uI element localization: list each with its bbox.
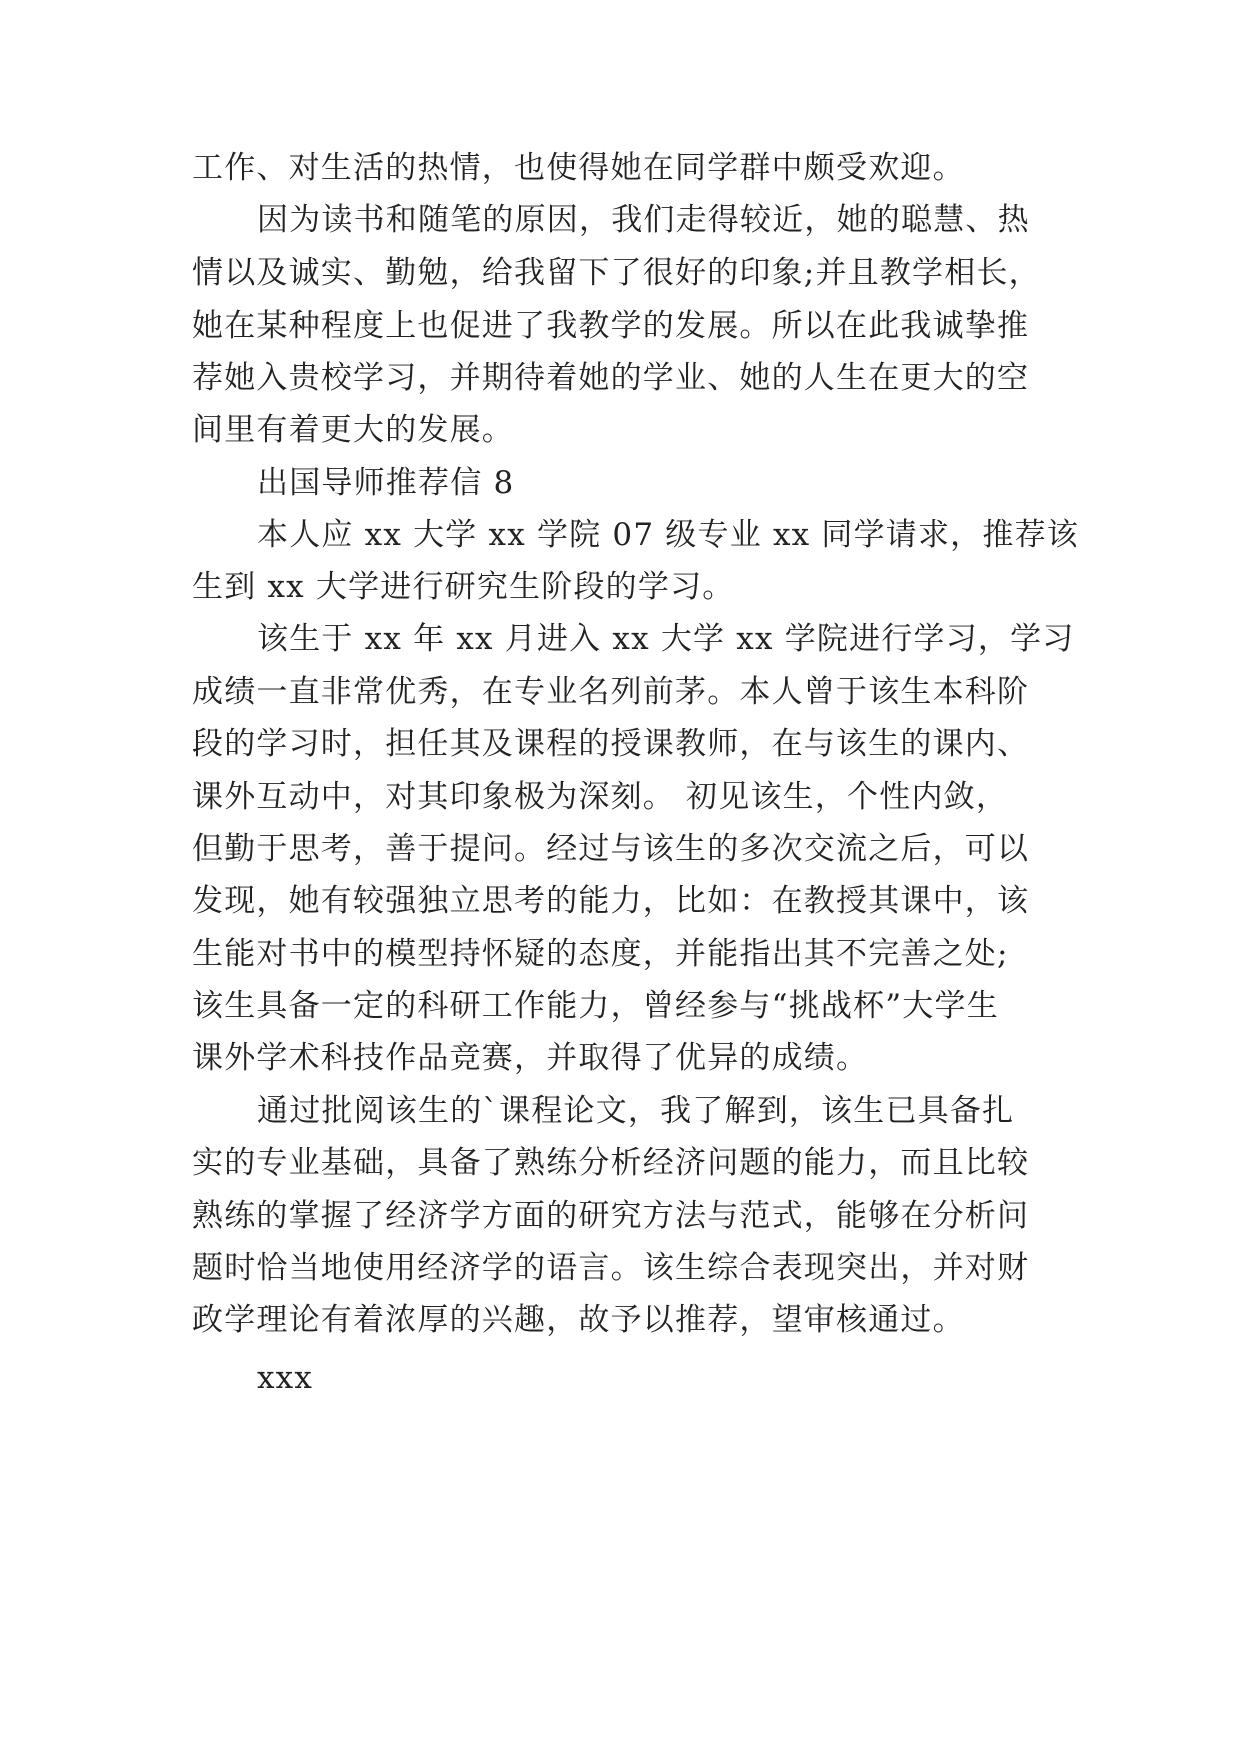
text-line: 情以及诚实、勤勉，给我留下了很好的印象;并且教学相长， [192,255,1041,291]
text-line: 间里有着更大的发展。 [192,412,514,448]
text-line: 本人应 xx 大学 xx 学院 07 级专业 xx 同学请求，推荐该 [257,517,1079,553]
text-line: 因为读书和随笔的原因，我们走得较近，她的聪慧、热 [257,202,1030,238]
text-line: 段的学习时，担任其及课程的授课教师，在与该生的课内、 [192,726,1030,762]
text-line: 生能对书中的模型持怀疑的态度，并能指出其不完善之处; [192,936,1009,972]
text-line: 通过批阅该生的`课程论文，我了解到，该生已具备扎 [257,1093,1015,1129]
text-line: 课外互动中，对其印象极为深刻。 初见该生，个性内敛， [192,779,1009,815]
text-line: 熟练的掌握了经济学方面的研究方法与范式，能够在分析问 [192,1198,1030,1234]
text-line: 该生具备一定的科研工作能力，曾经参与“挑战杯”大学生 [192,988,999,1024]
text-line: 成绩一直非常优秀，在专业名列前茅。本人曾于该生本科阶 [192,674,1030,710]
section-heading: 出国导师推荐信 8 [257,465,515,501]
text-line: 发现，她有较强独立思考的能力，比如：在教授其课中，该 [192,883,1030,919]
text-line: 荐她入贵校学习，并期待着她的学业、她的人生在更大的空 [192,360,1030,396]
text-line: 但勤于思考，善于提问。经过与该生的多次交流之后，可以 [192,831,1030,867]
text-line: 课外学术科技作品竞赛，并取得了优异的成绩。 [192,1040,869,1076]
text-line: 政学理论有着浓厚的兴趣，故予以推荐，望审核通过。 [192,1302,965,1338]
text-line: 她在某种程度上也促进了我教学的发展。所以在此我诚挚推 [192,308,1030,344]
text-line: 生到 xx 大学进行研究生阶段的学习。 [192,569,735,605]
text-line: 题时恰当地使用经济学的语言。该生综合表现突出，并对财 [192,1250,1030,1286]
text-line: 工作、对生活的热情，也使得她在同学群中颇受欢迎。 [192,150,965,186]
text-line: 实的专业基础，具备了熟练分析经济问题的能力，而且比较 [192,1145,1030,1181]
signature: xxx [257,1360,314,1396]
text-line: 该生于 xx 年 xx 月进入 xx 大学 xx 学院进行学习，学习 [257,621,1075,657]
